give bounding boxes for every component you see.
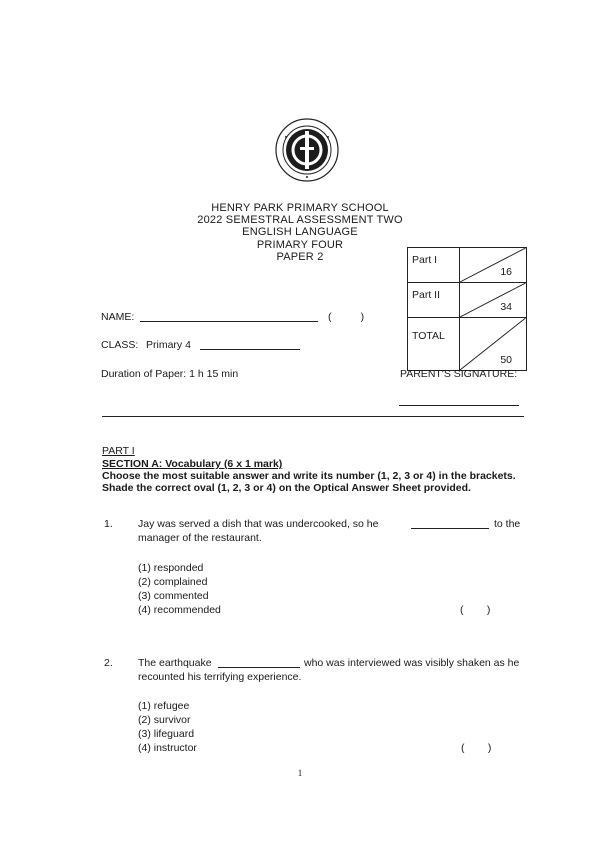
answer-bracket[interactable]: ( )	[460, 604, 491, 616]
question-number: 1.	[104, 518, 113, 530]
question-text: recounted his terrifying experience.	[138, 671, 302, 683]
assessment-title: 2022 SEMESTRAL ASSESSMENT TWO	[197, 214, 403, 226]
score-value: 50	[500, 354, 512, 366]
duration-text: Duration of Paper: 1 h 15 min	[101, 368, 239, 380]
class-label: CLASS:	[101, 339, 139, 351]
question-text: Jay was served a dish that was undercooked, so he	[138, 518, 379, 530]
question-number: 2.	[104, 657, 113, 669]
score-label: TOTAL	[408, 318, 460, 371]
score-value: 16	[500, 266, 512, 278]
answer-bracket[interactable]: ( )	[461, 742, 492, 754]
paper-title: PAPER 2	[276, 251, 324, 263]
subject-title: ENGLISH LANGUAGE	[242, 226, 358, 238]
score-table	[407, 247, 527, 371]
option-item: (4) instructor	[138, 742, 197, 754]
answer-blank	[411, 528, 489, 529]
score-row	[408, 248, 527, 283]
option-item: (1) responded	[138, 562, 204, 574]
name-label: NAME:	[101, 311, 135, 323]
score-cell	[460, 318, 527, 371]
name-bracket: ( )	[328, 311, 365, 323]
class-line[interactable]	[200, 349, 300, 350]
score-row	[408, 318, 527, 371]
score-row	[408, 283, 527, 318]
score-value: 34	[500, 301, 512, 313]
school-name: HENRY PARK PRIMARY SCHOOL	[211, 202, 389, 214]
name-line[interactable]	[140, 321, 318, 322]
score-label: Part I	[408, 248, 460, 283]
instruction-line-1: Choose the most suitable answer and write its number (1, 2, 3 or 4) in the brackets.	[102, 470, 516, 482]
class-value: Primary 4	[146, 339, 191, 351]
page-number: 1	[297, 768, 303, 778]
school-logo	[274, 117, 340, 183]
section-title: SECTION A: Vocabulary (6 x 1 mark)	[102, 458, 283, 470]
part-heading: PART I	[102, 445, 135, 457]
question-text: manager of the restaurant.	[138, 532, 262, 544]
signature-line[interactable]	[399, 405, 519, 406]
instruction-line-2: Shade the correct oval (1, 2, 3 or 4) on the Optical Answer Sheet provided.	[102, 482, 471, 494]
question-text: The earthquake	[138, 657, 212, 669]
separator-line	[102, 416, 524, 417]
score-cell	[460, 248, 527, 283]
option-item: (3) commented	[138, 590, 209, 602]
level-title: PRIMARY FOUR	[256, 239, 344, 251]
option-item: (4) recommended	[138, 604, 221, 616]
score-label: Part II	[408, 283, 460, 318]
signature-label: PARENT'S SIGNATURE:	[400, 368, 518, 380]
option-item: (1) refugee	[138, 700, 190, 712]
option-item: (2) complained	[138, 576, 208, 588]
question-text: to the	[494, 518, 521, 530]
option-item: (2) survivor	[138, 714, 191, 726]
score-cell	[460, 283, 527, 318]
question-text: who was interviewed was visibly shaken as he	[304, 657, 520, 669]
option-item: (3) lifeguard	[138, 728, 195, 740]
answer-blank	[218, 667, 300, 668]
